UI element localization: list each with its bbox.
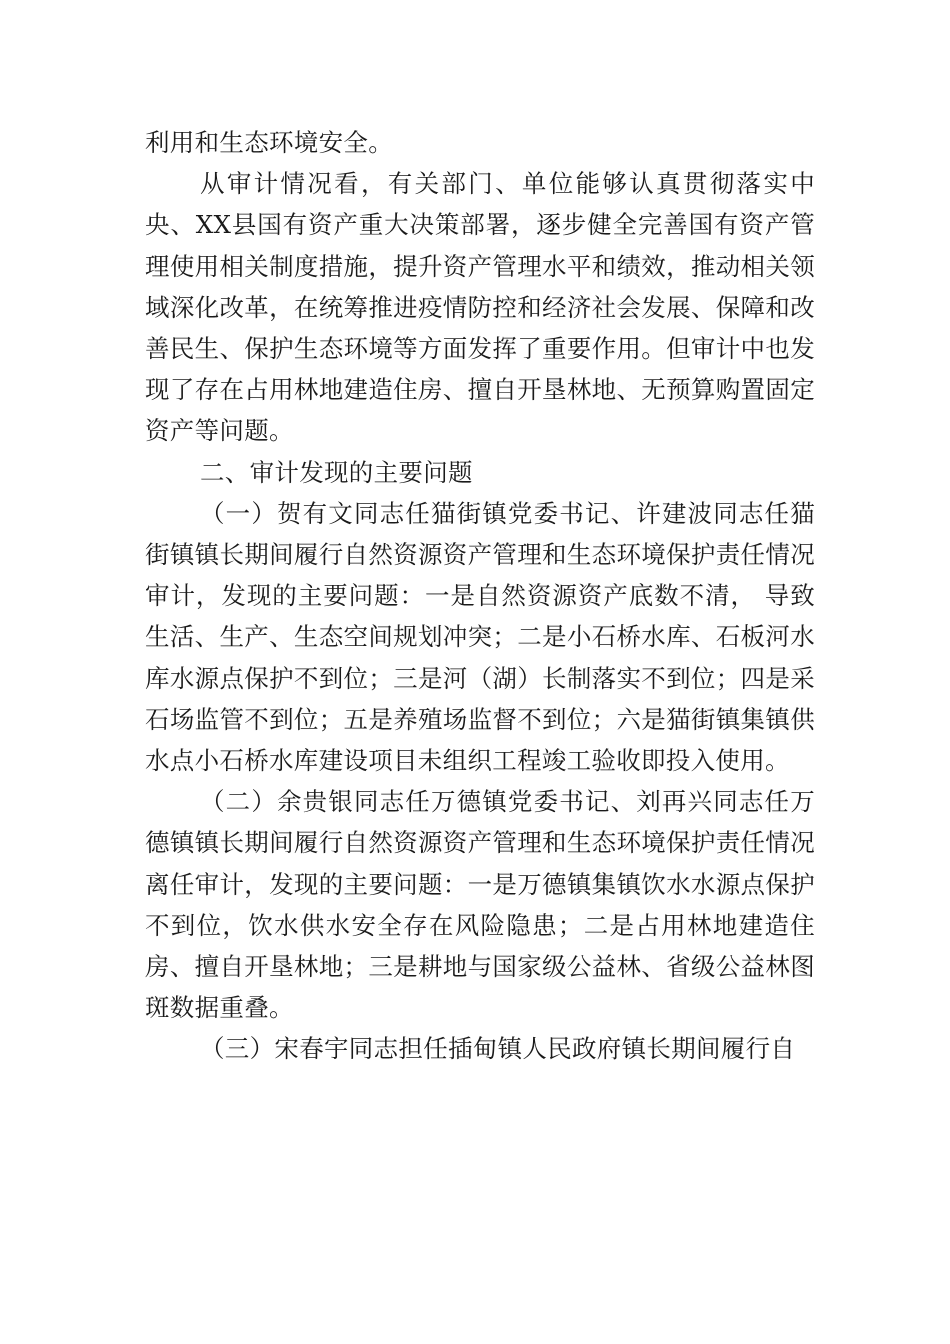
paragraph-continuation: 利用和生态环境安全。 [145, 128, 393, 157]
paragraph-item-3: （三）宋春宇同志担任插甸镇人民政府镇长期间履行自 [200, 1034, 796, 1064]
section-heading-main-issues: 二、审计发现的主要问题 [200, 457, 473, 487]
paragraph-audit-overview: 从审计情况看，有关部门、单位能够认真贯彻落实中央、XX县国有资产重大决策部署，逐步健全完善国有资产管理使用相关制度措施，提升资产管理水平和绩效，推动相关领域深化改革，在统筹推进疫情防控和经济社会发展、保障和改善民生、保护生态环境等方面发挥了重要作用。但审计中也发现了存在占用林地建造住房、擅自开垦林地、无预算购置固定资产等问题。 [145, 169, 815, 446]
paragraph-item-2: （二）余贵银同志任万德镇党委书记、刘再兴同志任万德镇镇长期间履行自然资源资产管理和生态环境保护责任情况离任审计，发现的主要问题：一是万德镇集镇饮水水源点保护不到位，饮水供水安全存在风险隐患；二是占用林地建造住房、擅自开垦林地；三是耕地与国家级公益林、省级公益林图斑数据重叠。 [145, 787, 815, 1023]
paragraph-item-1: （一）贺有文同志任猫街镇党委书记、许建波同志任猫街镇镇长期间履行自然资源资产管理和生态环境保护责任情况审计，发现的主要问题：一是自然资源资产底数不清， 导致生活、生产、生态空间规划冲突；二是小石桥水库、石板河水库水源点保护不到位；三是河（湖）长制落实不到位；四是采石场监管不到位；五是养殖场监督不到位；六是猫街镇集镇供水点小石桥水库建设项目未组织工程竣工验收即投入使用。 [145, 498, 815, 776]
document-body [145, 122, 815, 1070]
